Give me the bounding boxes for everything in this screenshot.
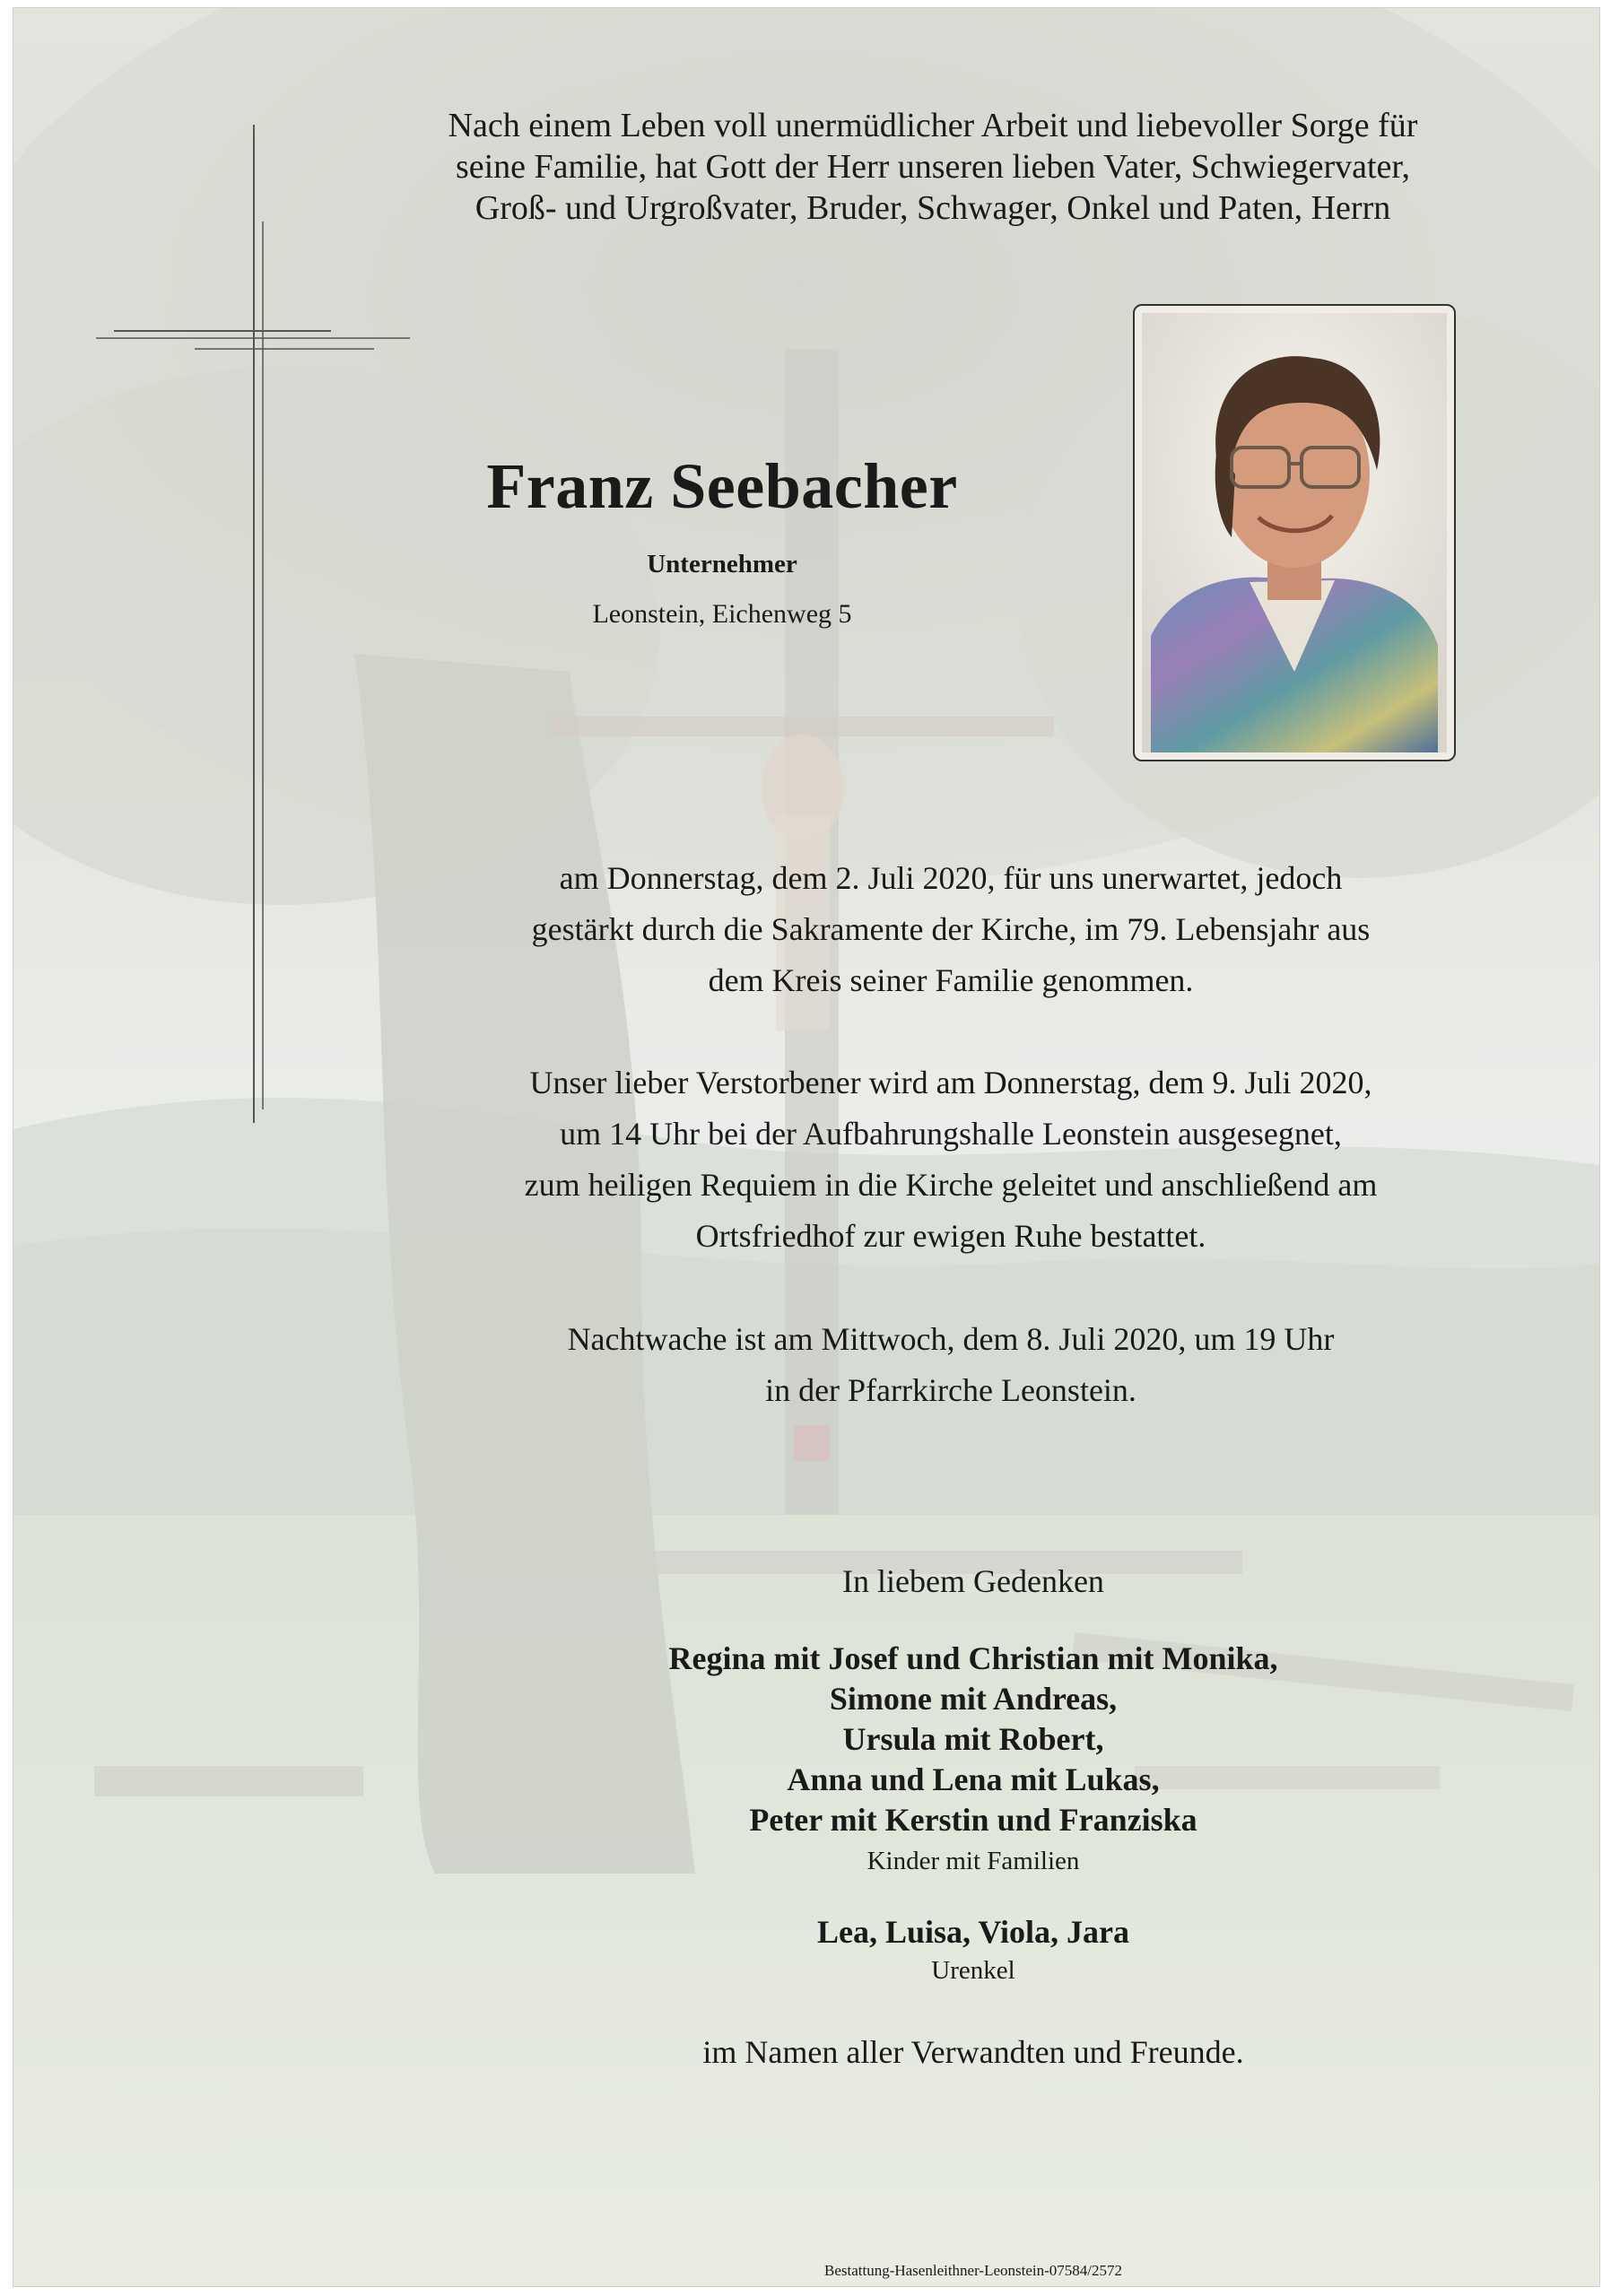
intro-line: Nach einem Leben voll unermüdlicher Arbeit und liebevoller Sorge für (448, 107, 1418, 144)
deceased-profession: Unternehmer (647, 550, 797, 578)
funeral-details (435, 1057, 1467, 1262)
wake-details (435, 1314, 1467, 1416)
family-line: Regina mit Josef und Christian mit Monika, (668, 1640, 1278, 1676)
portrait-photo (1142, 313, 1447, 752)
wake-line: in der Pfarrkirche Leonstein. (765, 1372, 1136, 1408)
family-line: Peter mit Kerstin und Franziska (749, 1802, 1197, 1838)
death-announcement (435, 853, 1467, 1006)
death-line: am Donnerstag, dem 2. Juli 2020, für uns unerwartet, jedoch (559, 860, 1343, 896)
intro-text (413, 105, 1453, 229)
funeral-line: zum heiligen Requiem in die Kirche geleitet und anschließend am (524, 1167, 1378, 1203)
deceased-name: Franz Seebacher (486, 450, 958, 522)
obituary-page (13, 7, 1600, 2287)
deceased-address: Leonstein, Eichenweg 5 (592, 599, 852, 629)
family-line: Anna und Lena mit Lukas, (787, 1761, 1160, 1797)
wake-line: Nachtwache ist am Mittwoch, dem 8. Juli 2020, um 19 Uhr (567, 1321, 1335, 1357)
family-line: Ursula mit Robert, (842, 1721, 1104, 1757)
death-line: dem Kreis seiner Familie genommen. (708, 962, 1194, 998)
funeral-line: Ortsfriedhof zur ewigen Ruhe bestattet. (695, 1218, 1206, 1254)
cross-icon (96, 114, 428, 1123)
closing-line: im Namen aller Verwandten und Freunde. (702, 2034, 1244, 2070)
funeral-line: Unser lieber Verstorbener wird am Donnerstag, dem 9. Juli 2020, (529, 1065, 1372, 1100)
family-list (516, 1639, 1431, 1840)
portrait-frame (1133, 304, 1456, 761)
intro-line: seine Familie, hat Gott der Herr unseren lieben Vater, Schwiegervater, (455, 148, 1411, 186)
footer-credit: Bestattung-Hasenleithner-Leonstein-07584/2572 (823, 2262, 1123, 2279)
children-label: Kinder mit Familien (866, 1847, 1080, 1875)
intro-line: Groß- und Urgroßvater, Bruder, Schwager, Onkel und Paten, Herrn (475, 189, 1391, 227)
great-grandchildren: Lea, Luisa, Viola, Jara (816, 1914, 1130, 1950)
family-line: Simone mit Andreas, (829, 1681, 1118, 1717)
great-grandchildren-label: Urenkel (931, 1956, 1015, 1985)
memory-heading: In liebem Gedenken (842, 1563, 1104, 1599)
funeral-line: um 14 Uhr bei der Aufbahrungshalle Leonstein ausgesegnet, (560, 1116, 1342, 1152)
death-line: gestärkt durch die Sakramente der Kirche, im 79. Lebensjahr aus (531, 911, 1371, 947)
